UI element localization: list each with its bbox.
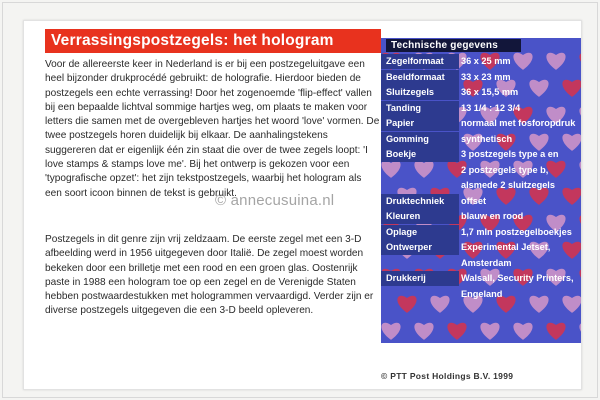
spec-label: Tanding: [386, 102, 422, 113]
spec-value: normaal met fosforopdruk: [461, 118, 576, 128]
spec-label: Sluitzegels: [386, 87, 434, 97]
spec-label: Gomming: [386, 133, 429, 144]
history-paragraph: Postzegels in dit genre zijn vrij zeldzaam. De eerste zegel met een 3-D afbeelding werd in 1956 uitgegeven door Italië. De zegel moest worden bekeken door een brilletje met een rood en een groen glas. Oostenrijk paste in 1988 een hologram toe op een zegel en de Verenigde Staten hebben postwaardestukken met hologrammen vervaardigd. Verder zijn er diverse postzegels uitgegeven die een 3-D beeld opleveren.: [45, 234, 374, 317]
tech-panel-title: Technische gegevens: [386, 39, 521, 52]
technical-data-panel: [381, 38, 581, 343]
spec-value: Engeland: [461, 288, 503, 299]
spec-values: [461, 116, 579, 132]
spec-values: [461, 85, 579, 101]
spec-value: 36 x 15,5 mm: [461, 87, 519, 97]
spec-values: [461, 271, 579, 302]
spec-value: 1,7 mln postzegelboekjes: [461, 226, 572, 237]
spec-label: Ontwerper: [386, 242, 432, 252]
heart-shape: [546, 323, 565, 340]
spec-value: 33 x 23 mm: [461, 71, 511, 82]
heart-shape: [447, 323, 466, 340]
spec-value: 13 1/4 : 12 3/4: [461, 102, 521, 113]
spec-value: 36 x 25 mm: [461, 56, 511, 66]
spec-value: blauw en rood: [461, 211, 524, 221]
watermark-text: © annecusuina.nl: [215, 192, 335, 209]
spec-value: Walsall, Security Printers,: [461, 273, 574, 283]
heart-shape: [414, 323, 433, 340]
heart-shape: [480, 323, 499, 340]
spec-values: [461, 70, 579, 86]
heart-shape: [579, 215, 581, 232]
spec-values: [461, 132, 579, 148]
spec-value: 3 postzegels type a en: [461, 149, 559, 159]
spec-value: Amsterdam: [461, 257, 512, 268]
spec-value: offset: [461, 195, 487, 206]
spec-values: [461, 209, 579, 225]
heart-shape: [397, 296, 416, 313]
spec-value: synthetisch: [461, 133, 513, 144]
spec-label: Kleuren: [386, 211, 421, 221]
copyright-text: © PTT Post Holdings B.V. 1999: [381, 371, 514, 381]
spec-label: Oplage: [386, 226, 418, 237]
heart-shape: [381, 323, 400, 340]
heart-shape: [381, 161, 400, 178]
heart-shape: [430, 296, 449, 313]
heart-shape: [513, 323, 532, 340]
heart-shape: [579, 269, 581, 286]
heart-shape: [579, 53, 581, 70]
spec-values: [461, 240, 579, 271]
heart-shape: [579, 161, 581, 178]
spec-label: Papier: [386, 118, 415, 128]
spec-label: Boekje: [386, 149, 417, 159]
spec-value: 2 postzegels type b,: [461, 164, 549, 175]
spec-label: Zegelformaat: [386, 56, 444, 66]
spec-values: [461, 225, 579, 241]
spec-label: Beeldformaat: [386, 71, 445, 82]
heart-shape: [414, 161, 433, 178]
spec-values: [461, 54, 579, 70]
page-title: Verrassingspostzegels: het hologram: [45, 29, 381, 53]
spec-value: alsmede 2 sluitzegels: [461, 180, 555, 190]
heart-shape: [579, 107, 581, 124]
spec-values: [461, 101, 579, 117]
heart-shape: [579, 323, 581, 340]
spec-label: Drukkerij: [386, 273, 426, 283]
intro-paragraph: Voor de allereerste keer in Nederland is er bij een postzegeluitgave een heel bijzonder drukprocédé gebruikt: de holografie. Hierdoor bieden de postzegels een echte verrassing! Door het zogenoemde 'flip-effect' vallen bij een bepaalde lichtval sommige hartjes weg, om plaats te maken voor letters die samen met de overgebleven hartjes het woord 'love' vormen. De twee postzegels horen duidelijk bij elkaar. De aanhalingstekens suggereren dat er eigenlijk één zin staat die over de twee zegels loopt: 'I love stamps & stamps love me'. Bij het ontwerp is gekozen voor een 'typografische opzet': het zijn tekstpostzegels, waarbij het hologram als een soort icoon binnen de tekst is gebruikt.: [45, 59, 380, 199]
spec-values: [461, 194, 579, 210]
spec-label: Druktechniek: [386, 195, 445, 206]
spec-value: Experimental Jetset,: [461, 242, 551, 252]
spec-values: [461, 147, 579, 194]
